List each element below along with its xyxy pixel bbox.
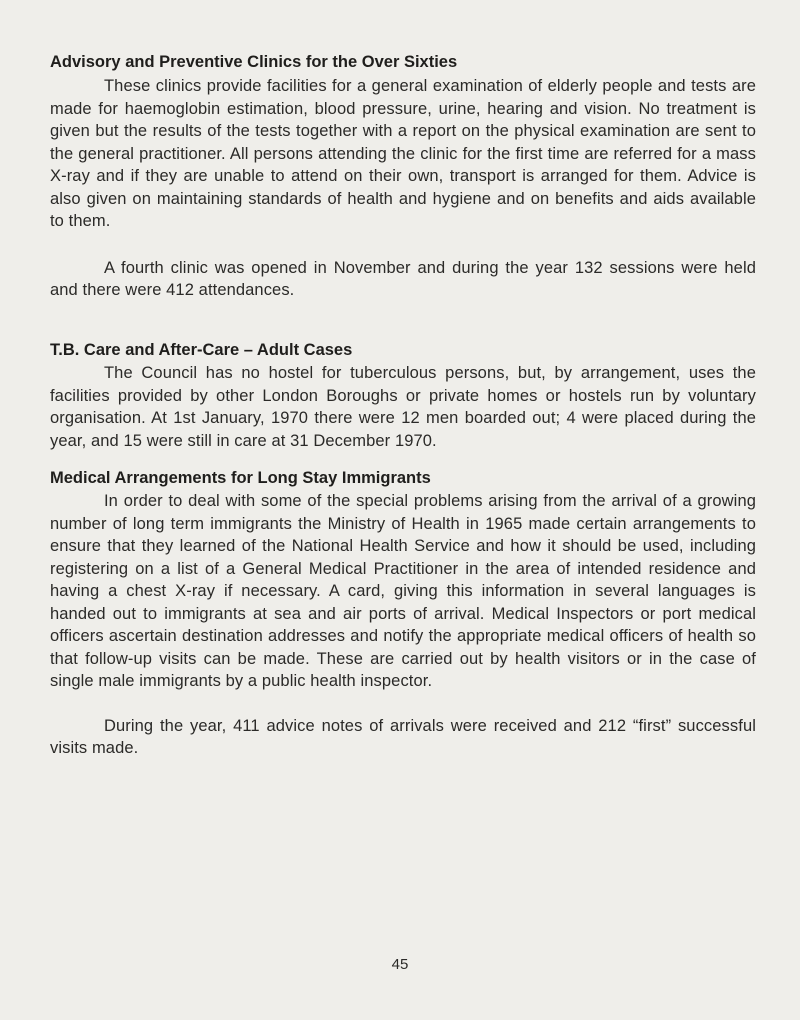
section-over-sixties-clinics [50, 52, 756, 302]
page-number: 45 [391, 956, 409, 973]
paragraph: The Council has no hostel for tuberculous persons, but, by arrangement, uses the facilities provided by other London Boroughs or private homes or hostels run by voluntary organisation. At 1st January, 1970 there were 12 men boarded out; 4 were placed during the year, and 15 were still in care at 31 December 1970. [50, 364, 756, 450]
section-heading: T.B. Care and After-Care – Adult Cases [50, 341, 353, 359]
section-heading: Medical Arrangements for Long Stay Immigrants [50, 469, 431, 487]
section-long-stay-immigrants [50, 468, 756, 760]
paragraph: In order to deal with some of the special problems arising from the arrival of a growing number of long term immigrants the Ministry of Health in 1965 made certain arrangements to ensure that they learned of the National Health Service and how it should be used, including registering on a list of a General Medical Practitioner in the area of intended residence and having a chest X-ray if necessary. A card, giving this information in several languages is handed out to immigrants at sea and air ports of arrival. Medical Inspectors or port medical officers ascertain destination addresses and notify the appropriate medical officers of health so that follow-up visits can be made. These are carried out by health visitors or in the case of single male immigrants by a public health inspector. [50, 492, 756, 690]
section-heading: Advisory and Preventive Clinics for the Over Sixties [50, 53, 458, 71]
paragraph: During the year, 411 advice notes of arrivals were received and 212 “first” successful visits made. [50, 716, 756, 757]
section-tb-care [50, 340, 756, 452]
paragraph: A fourth clinic was opened in November and during the year 132 sessions were held and there were 412 attendances. [50, 258, 756, 299]
paragraph: These clinics provide facilities for a general examination of elderly people and tests are made for haemoglobin estimation, blood pressure, urine, hearing and vision. No treatment is given but the results of the tests together with a report on the physical examination are sent to the general practitioner. All persons attending the clinic for the first time are referred for a mass X-ray and if they are unable to attend on their own, transport is arranged for them. Advice is also given on maintaining standards of health and hygiene and on benefits and aids available to them. [50, 77, 756, 230]
